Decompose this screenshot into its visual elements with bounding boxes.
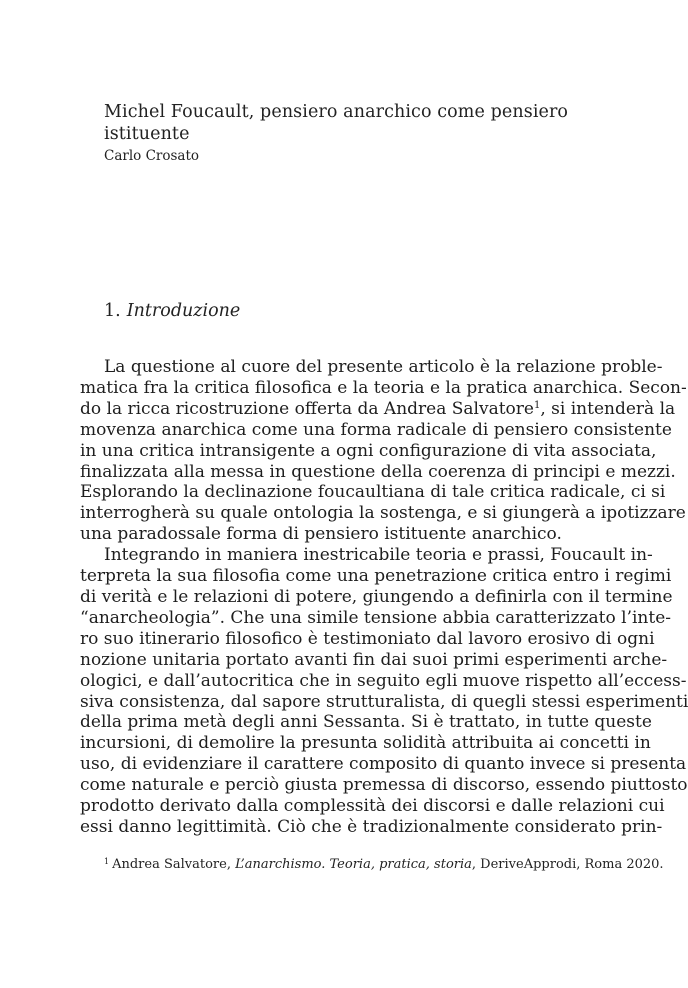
body-text [80, 357, 688, 838]
text-line: della prima metà degli anni Sessanta. Si è trattato, in tutte queste [80, 712, 652, 733]
footnote-marker: 1 [104, 857, 110, 866]
text-line: nozione unitaria portato avanti fin dai suoi primi esperimenti arche- [80, 649, 668, 670]
article-author: Carlo Crosato [104, 148, 200, 164]
text-line: “anarcheologia”. Che una simile tensione abbia caratterizzato l’inte- [80, 607, 672, 628]
text-line: Esplorando la declinazione foucaultiana di tale critica radicale, ci si [80, 482, 666, 503]
text-line: movenza anarchica come una forma radicale di pensiero consistente [80, 419, 672, 440]
text-line: di verità e le relazioni di potere, giungendo a definirla con il termine [80, 586, 673, 607]
text-line: una paradossale forma di pensiero istituente anarchico. [80, 524, 562, 545]
text-line: ologici, e dall’autocritica che in seguito egli muove rispetto all’eccess- [80, 670, 687, 691]
text-line: come naturale e perciò giusta premessa di discorso, essendo piuttosto [80, 775, 688, 796]
section-title: Introduzione [126, 301, 241, 321]
text-line: ro suo itinerario filosofico è testimoniato dal lavoro erosivo di ogni [80, 628, 655, 649]
text-line: essi danno legittimità. Ciò che è tradizionalmente considerato prin- [80, 816, 663, 837]
text-line [80, 398, 676, 420]
text-line: prodotto derivato dalla complessità dei discorsi e dalle relazioni cui [80, 796, 665, 817]
text-line: terpreta la sua filosofia come una penetrazione critica entro i regimi [80, 566, 672, 587]
footnote-author: Andrea Salvatore, [112, 857, 231, 872]
text-line: Integrando in maniera inestricabile teoria e prassi, Foucault in- [104, 545, 653, 566]
section-heading [104, 300, 240, 322]
text-line: La questione al cuore del presente articolo è la relazione proble- [104, 357, 663, 377]
text-segment: , si intenderà la [540, 398, 676, 419]
text-line: incursioni, di demolire la presunta solidità attribuita ai concetti in [80, 733, 651, 754]
text-segment: do la ricca ricostruzione offerta da Andrea Salvatore [80, 398, 534, 419]
section-number: 1. [104, 301, 121, 321]
footnote-book-title: L’anarchismo. Teoria, pratica, storia [235, 857, 472, 872]
footnote-publisher: , DeriveApprodi, Roma 2020. [471, 857, 664, 872]
text-line: siva consistenza, dal sapore strutturalista, di quegli stessi esperimenti [80, 691, 688, 712]
text-line: in una critica intransigente a ogni configurazione di vita associata, [80, 440, 657, 461]
text-line: uso, di evidenziare il carattere composito di quanto invece si presenta [80, 754, 687, 775]
footnote-reference[interactable]: 1 [533, 399, 541, 411]
text-line: interrogherà su quale ontologia la sostenga, e si giungerà a ipotizzare [80, 503, 686, 524]
text-line: matica fra la critica filosofica e la teoria e la pratica anarchica. Secon- [80, 377, 687, 398]
text-line: finalizzata alla messa in questione della coerenza di principi e mezzi. [80, 461, 676, 482]
article-title: Michel Foucault, pensiero anarchico come pensiero istituente [104, 102, 569, 144]
footnote [104, 856, 664, 873]
